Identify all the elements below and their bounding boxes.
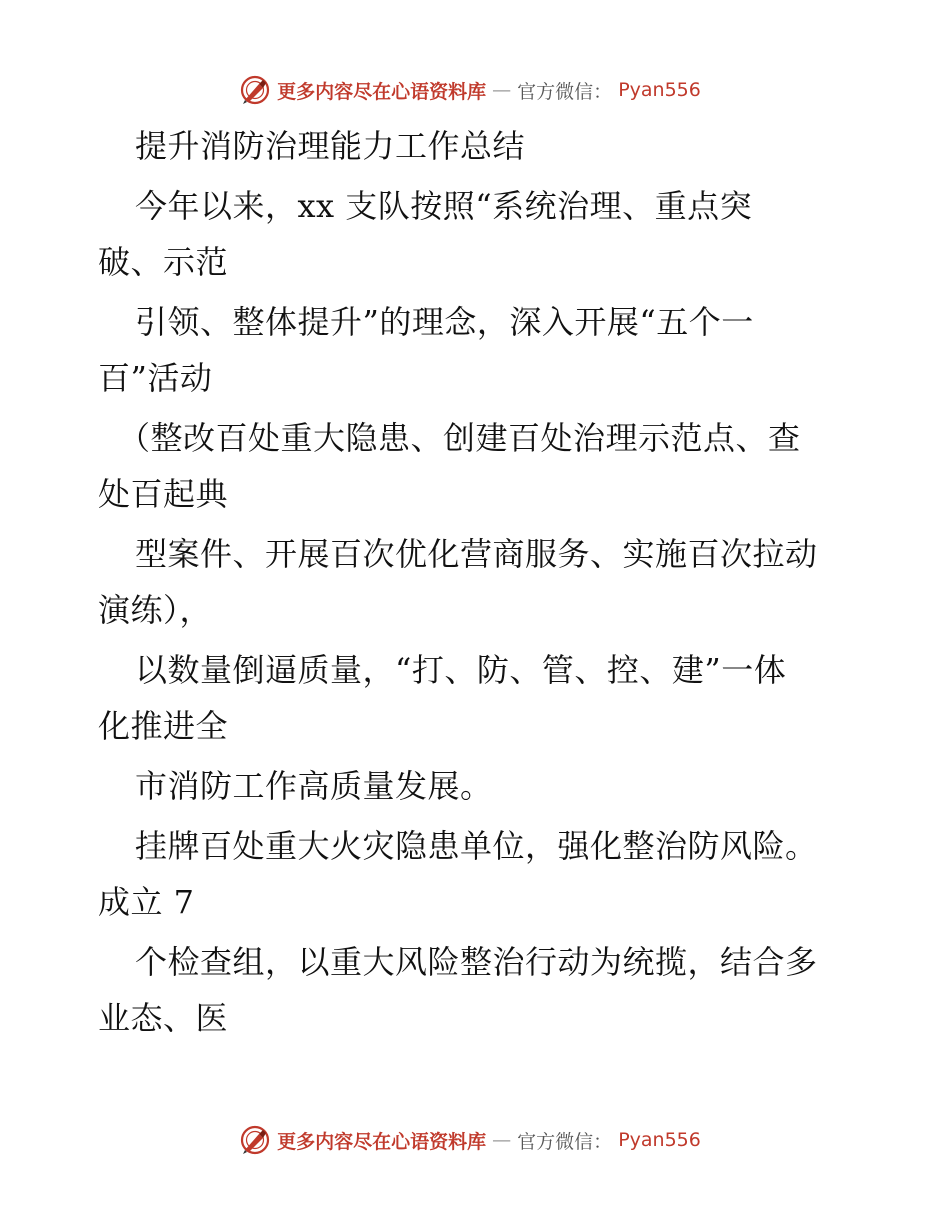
paragraph-line: 型案件、开展百次优化营商服务、实施百次拉动 (135, 535, 818, 573)
pen-logo-icon (239, 1124, 271, 1156)
header-wechat-id: Pyan556 (618, 79, 701, 101)
document-title: 提升消防治理能力工作总结 (135, 127, 526, 165)
paragraph-line: 挂牌百处重大火灾隐患单位，强化整治防风险。 (135, 827, 818, 865)
paragraph-line: 市消防工作高质量发展。 (135, 767, 493, 805)
footer-site-text: 更多内容尽在心语资料库 (277, 1130, 487, 1153)
header-wechat-label: 官方微信： (517, 80, 613, 103)
paragraph-line: 处百起典 (98, 475, 229, 513)
paragraph-line: 以数量倒逼质量，“打、防、管、控、建”一体 (135, 651, 787, 689)
paragraph-line: 业态、医 (98, 999, 229, 1037)
paragraph-line: （整改百处重大隐患、创建百处治理示范点、查 (118, 419, 801, 457)
paragraph-line: 化推进全 (98, 707, 229, 745)
paragraph-line: 个检查组，以重大风险整治行动为统揽，结合多 (135, 943, 818, 981)
paragraph-line: 成立 7 (98, 883, 195, 921)
footer-banner (0, 1118, 950, 1162)
paragraph-line: 引领、整体提升”的理念，深入开展“五个一 (135, 303, 754, 341)
header-separator: — (492, 79, 512, 101)
paragraph-line: 演练）， (98, 591, 213, 629)
header-banner (0, 68, 950, 112)
footer-wechat-id: Pyan556 (618, 1129, 701, 1151)
paragraph-line: 破、示范 (98, 243, 229, 281)
footer-separator: — (492, 1129, 512, 1151)
paragraph-line: 今年以来，xx 支队按照“系统治理、重点突 (135, 187, 753, 225)
pen-logo-icon (239, 74, 271, 106)
header-site-text: 更多内容尽在心语资料库 (277, 80, 487, 103)
header-banner-content (239, 74, 701, 106)
footer-banner-content (239, 1124, 701, 1156)
footer-wechat-label: 官方微信： (517, 1130, 613, 1153)
paragraph-line: 百”活动 (98, 359, 213, 397)
